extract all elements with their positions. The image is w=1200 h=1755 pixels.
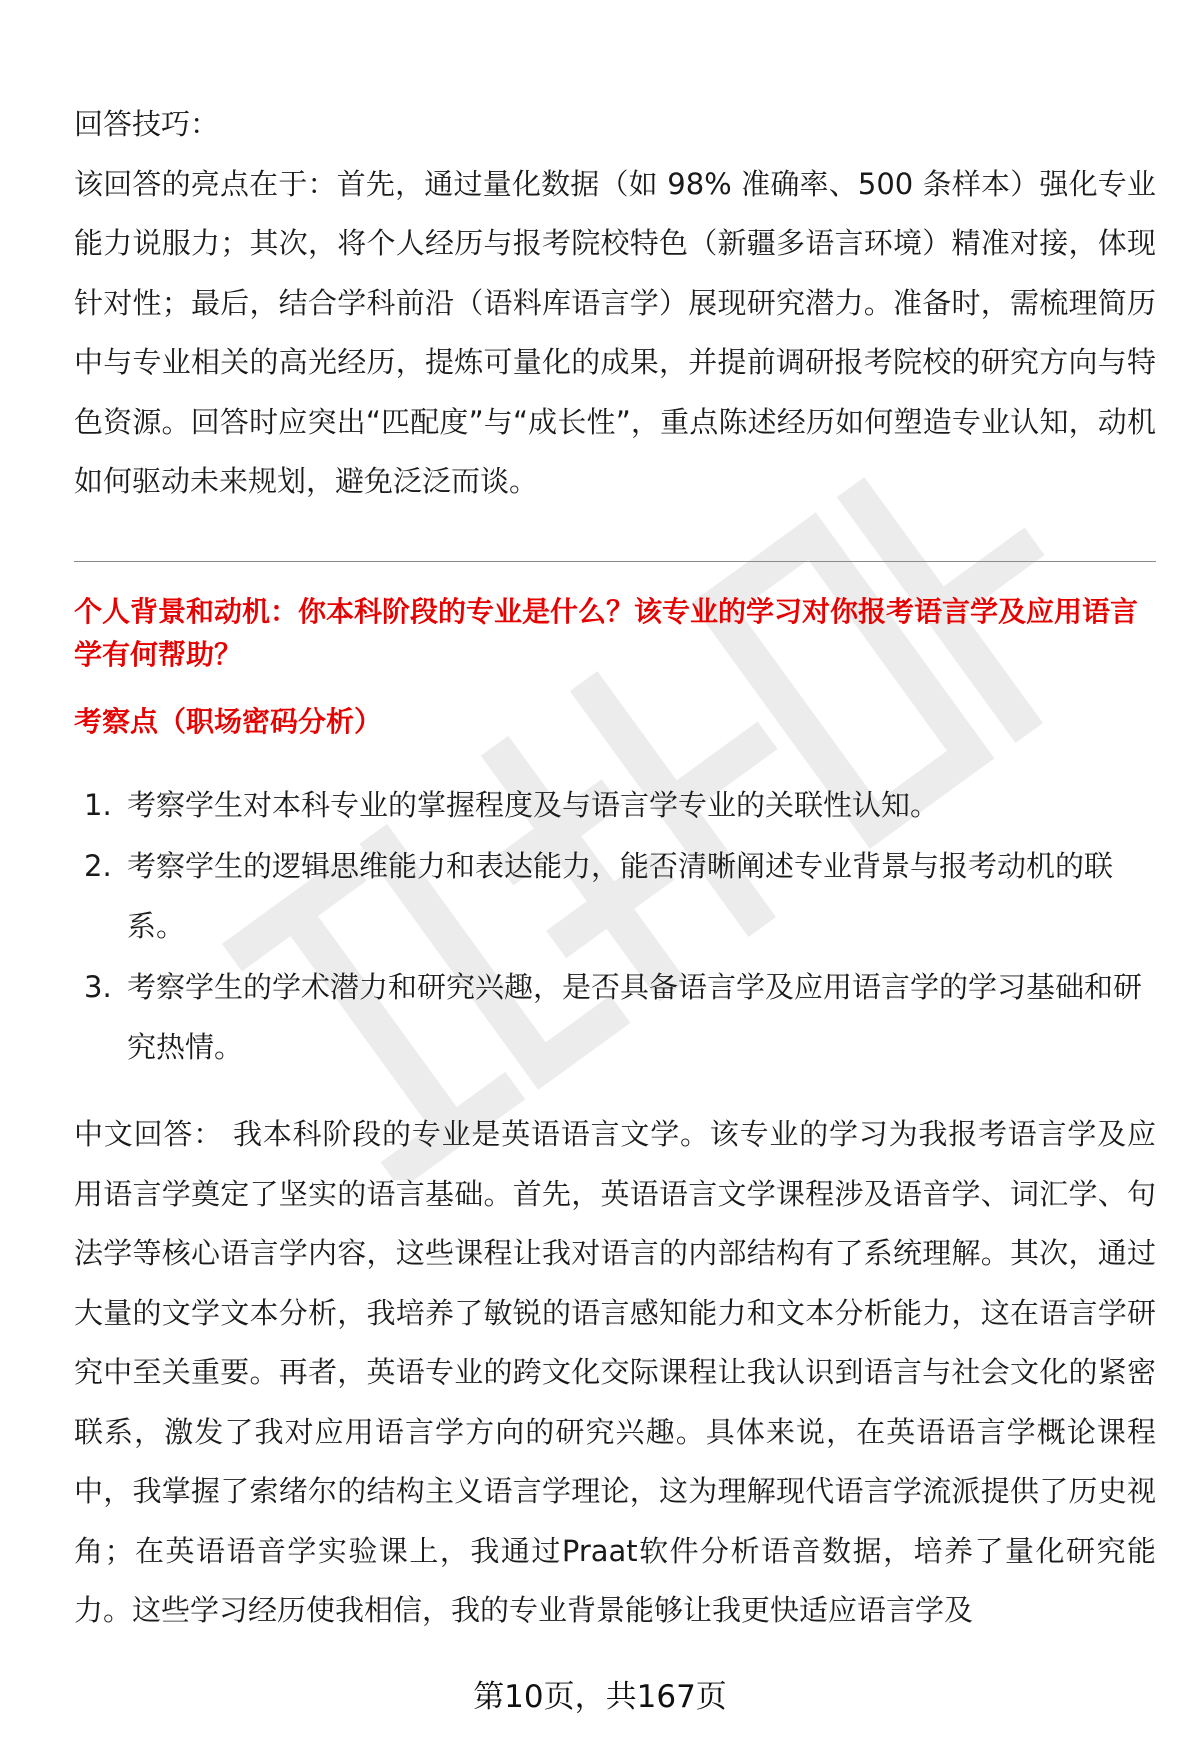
- answer-body: 我本科阶段的专业是英语语言文学。该专业的学习为我报考语言学及应用语言学奠定了坚实的语言基础。首先，英语语言文学课程涉及语音学、词汇学、句法学等核心语言学内容，这些课程让我对语言的内部结构有了系统理解。其次，通过大量的文学文本分析，我培养了敏锐的语言感知能力和文本分析能力，这在语言学研究中至关重要。再者，英语专业的跨文化交际课程让我认识到语言与社会文化的紧密联系，激发了我对应用语言学方向的研究兴趣。具体来说，在英语语言学概论课程中，我掌握了索绪尔的结构主义语言学理论，这为理解现代语言学流派提供了历史视角；在英语语音学实验课上，我通过Praat软件分析语音数据，培养了量化研究能力。这些学习经历使我相信，我的专业背景能够让我更快适应语言学及: [74, 1117, 1156, 1627]
- list-item-text: 考察学生对本科专业的掌握程度及与语言学专业的关联性认知。: [127, 788, 940, 822]
- assessment-heading: 考察点（职场密码分析）: [74, 705, 383, 738]
- page-number-footer: 第10页，共167页: [473, 1679, 727, 1715]
- answer-section: [74, 1105, 1156, 1641]
- tips-label: 回答技巧：: [74, 107, 220, 141]
- list-item: [74, 836, 1156, 956]
- assessment-points-list: [74, 775, 1156, 1078]
- answer-label: 中文回答：: [74, 1117, 223, 1151]
- list-item-number: 2.: [84, 849, 112, 883]
- list-item-text: 考察学生的学术潜力和研究兴趣，是否具备语言学及应用语言学的学习基础和研究热情。: [127, 970, 1143, 1064]
- list-item-number: 1.: [84, 788, 112, 822]
- question-heading: 个人背景和动机：你本科阶段的专业是什么？该专业的学习对你报考语言学及应用语言学有何帮助？: [74, 595, 1139, 671]
- list-item-number: 3.: [84, 970, 112, 1004]
- section-divider: [74, 561, 1156, 562]
- list-item: [74, 775, 1156, 835]
- answer-paragraph: [74, 1105, 1156, 1641]
- tips-body: 该回答的亮点在于：首先，通过量化数据（如 98% 准确率、500 条样本）强化专业能力说服力；其次，将个人经历与报考院校特色（新疆多语言环境）精准对接，体现针对性；最后，结合学科前沿（语料库语言学）展现研究潜力。准备时，需梳理简历中与专业相关的高光经历，提炼可量化的成果，并提前调研报考院校的研究方向与特色资源。回答时应突出“匹配度”与“成长性”，重点陈述经历如何塑造专业认知，动机如何驱动未来规划，避免泛泛而谈。: [74, 166, 1156, 498]
- list-item: [74, 957, 1156, 1077]
- tips-section: [74, 95, 1156, 512]
- list-item-text: 考察学生的逻辑思维能力和表达能力，能否清晰阐述专业背景与报考动机的联系。: [127, 849, 1114, 943]
